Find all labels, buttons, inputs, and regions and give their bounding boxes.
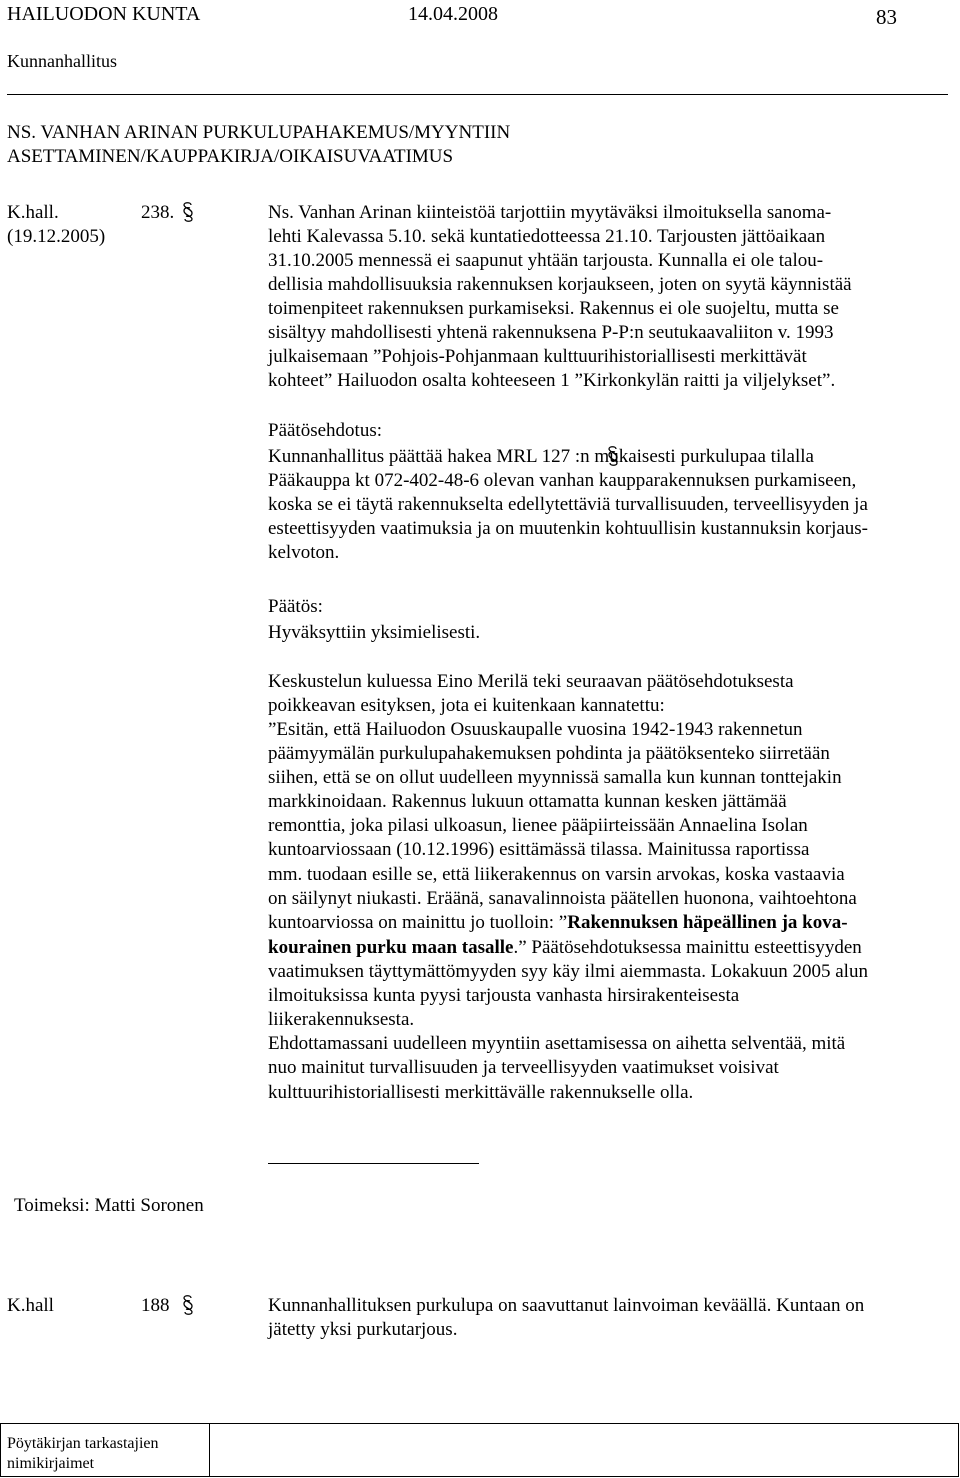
proposal-line: esteettisyyden vaatimuksia ja on muutenkin kohtuullisin kustannuksin korjaus- (268, 518, 869, 539)
ref2-line: Kunnanhallituksen purkulupa on saavuttanut lainvoiman keväällä. Kuntaan on (268, 1295, 865, 1316)
discussion-line: Keskustelun kuluessa Eino Merilä teki seuraavan päätösehdotuksesta (268, 671, 794, 692)
quoted-bold-text: Rakennuksen häpeällinen ja kova- (567, 912, 848, 933)
proposal-line: Pääkauppa kt 072-402-48-6 olevan vanhan kaupparakennuksen purkamiseen, (268, 470, 857, 491)
section-sign-icon (181, 201, 195, 223)
discussion-line (268, 938, 862, 957)
discussion-line: ”Esitän, että Hailuodon Osuuskaupalle vuosina 1942-1943 rakennetun (268, 719, 803, 740)
decision-block (268, 597, 952, 647)
ref2-number: 188 (141, 1295, 170, 1316)
ref1-label: K.hall. (7, 202, 59, 223)
discussion-line: Ehdottamassani uudelleen myyntiin asettamisessa on aihetta selventää, mitä (268, 1033, 846, 1054)
intro-line: kohteet” Hailuodon osalta kohteeseen 1 ”Kirkonkylän raitti ja viljelykset”. (268, 370, 836, 391)
ref2-line: jätetty yksi purkutarjous. (268, 1319, 458, 1340)
meeting-date: 14.04.2008 (408, 3, 498, 25)
discussion-line: päämyymälän purkulupahakemuksen pohdinta ja päätöksenteko siirretään (268, 743, 830, 764)
footer-label-line2: nimikirjaimet (7, 1455, 95, 1472)
discussion-block (268, 672, 952, 1122)
proposal-line: Kunnanhallitus päättää hakea MRL 127 :n mukaisesti purkulupaa tilalla (268, 446, 814, 467)
discussion-line: mm. tuodaan esille se, että liikerakennus on varsin arvokas, koska vastaavia (268, 864, 845, 885)
discussion-line: nuo mainitut turvallisuuden ja terveellisyyden vaatimukset voisivat (268, 1057, 779, 1078)
ref2-label: K.hall (7, 1295, 54, 1316)
intro-line: dellisia mahdollisuuksia rakennuksen korjaukseen, joten on syytä käynnistää (268, 274, 852, 295)
intro-paragraph (268, 203, 952, 403)
discussion-line: kuntoarviossaan (10.12.1996) esittämässä tilassa. Mainitussa raportissa (268, 839, 810, 860)
body-name: Kunnanhallitus (7, 51, 117, 71)
proposal-line: kelvoton. (268, 542, 340, 563)
intro-line: lehti Kalevassa 5.10. sekä kuntatiedotteessa 21.10. Tarjousten jättöaikaan (268, 226, 826, 247)
ref2-block (268, 1296, 952, 1346)
decision-heading: Päätös: (268, 596, 323, 617)
intro-line: toimenpiteet rakennuksen purkamiseksi. Rakennus ei ole suojeltu, mutta se (268, 298, 839, 319)
intro-line: Ns. Vanhan Arinan kiinteistöä tarjottiin myytäväksi ilmoituksella sanoma- (268, 202, 832, 223)
proposal-heading: Päätösehdotus: (268, 420, 382, 441)
discussion-line (268, 913, 848, 932)
discussion-text: .” Päätösehdotuksessa mainittu esteettisyyden (513, 937, 862, 958)
section-title-line2: ASETTAMINEN/KAUPPAKIRJA/OIKAISUVAATIMUS (7, 146, 454, 167)
ref1-date: (19.12.2005) (7, 226, 106, 247)
section-sign-icon (181, 1294, 195, 1316)
quoted-bold-text: kourainen purku maan tasalle (268, 937, 514, 958)
page-number: 83 (876, 5, 897, 29)
discussion-line: poikkeavan esityksen, jota ei kuitenkaan kannatettu: (268, 695, 665, 716)
ref1-number: 238. (141, 202, 175, 223)
executor-line: Toimeksi: Matti Soronen (14, 1195, 204, 1216)
discussion-line: markkinoidaan. Rakennus lukuun ottamatta kunnan kesken jättämää (268, 791, 787, 812)
discussion-line: ilmoituksissa kunta pyysi tarjousta vanhasta hirsirakenteisesta (268, 985, 740, 1006)
discussion-line: vaatimuksen täyttymättömyyden syy käy ilmi aiemmasta. Lokakuun 2005 alun (268, 961, 868, 982)
proposal-line: koska se ei täytä rakennukselta edellytettäviä turvallisuuden, terveellisyyden ja (268, 494, 868, 515)
decision-text: Hyväksyttiin yksimielisesti. (268, 622, 481, 643)
discussion-line: on säilynyt niukasti. Eräänä, sanavalinnoista päätellen huonona, vaihtoehtona (268, 888, 857, 909)
header-rule (7, 94, 948, 95)
discussion-line: siihen, että se on ollut uudelleen myynnissä samalla kun kunnan tonttejakin (268, 767, 842, 788)
discussion-line: liikerakennuksesta. (268, 1009, 415, 1030)
intro-line: julkaisemaan ”Pohjois-Pohjanmaan kulttuurihistoriallisesti merkittävät (268, 346, 807, 367)
discussion-line: kulttuurihistoriallisesti merkittävälle rakennukselle olla. (268, 1082, 694, 1103)
proposal-block (268, 421, 952, 571)
section-sign-icon (606, 445, 620, 467)
footer-label-line1: Pöytäkirjan tarkastajien (7, 1435, 159, 1452)
separator-rule (268, 1163, 479, 1164)
discussion-text: kuntoarviossa on mainittu jo tuolloin: ” (268, 912, 568, 933)
section-title-line1: NS. VANHAN ARINAN PURKULUPAHAKEMUS/MYYNTIIN (7, 122, 511, 143)
intro-line: 31.10.2005 mennessä ei saapunut yhtään tarjousta. Kunnalla ei ole talou- (268, 250, 824, 271)
municipality-name: HAILUODON KUNTA (7, 3, 201, 25)
discussion-line: remonttia, joka pilasi ulkoasun, lienee pääpiirteissään Annaelina Isolan (268, 815, 808, 836)
intro-line: sisältyy mahdollisesti yhtenä rakennuksena P-P:n seutukaavaliiton v. 1993 (268, 322, 834, 343)
